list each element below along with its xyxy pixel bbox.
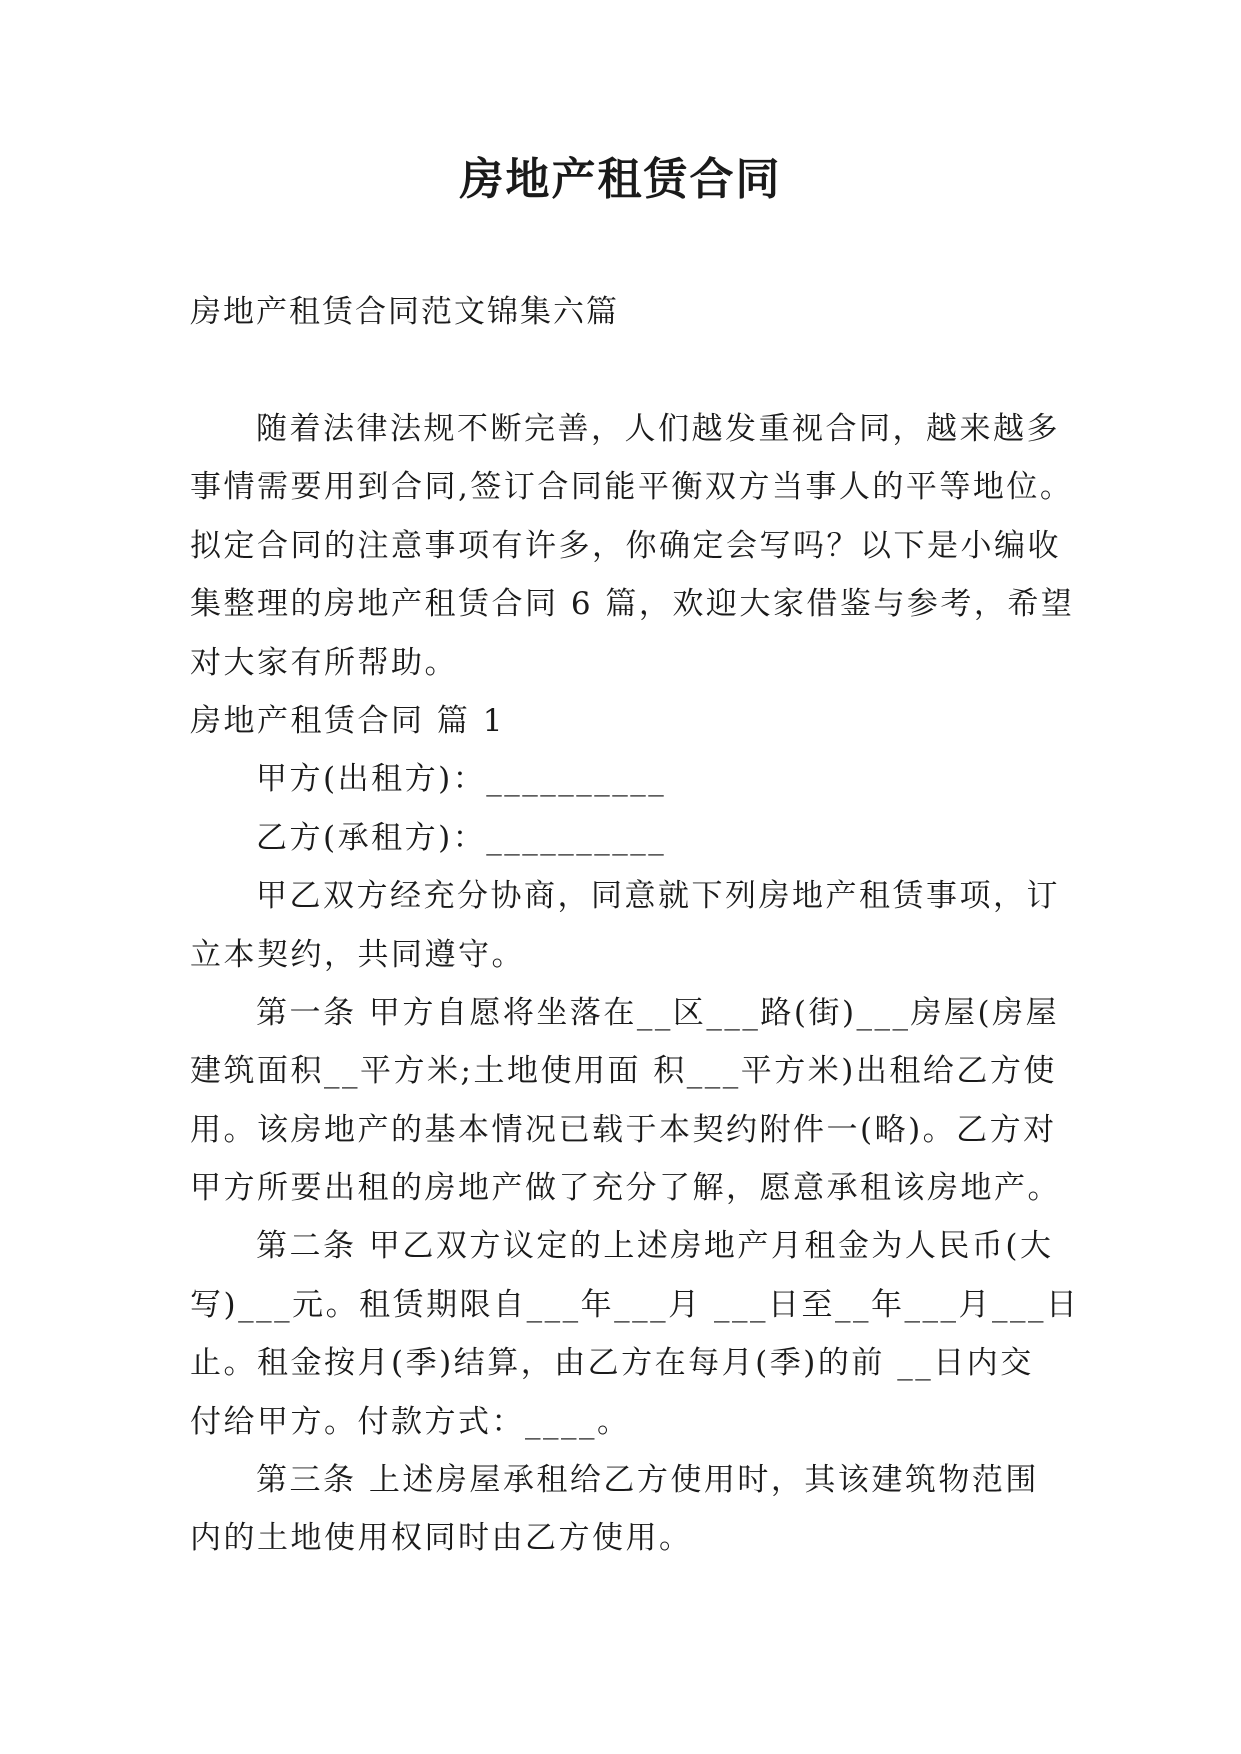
section-heading: 房地产租赁合同 篇 1	[190, 702, 505, 739]
paragraph-line: 随着法律法规不断完善，人们越发重视合同，越来越多	[256, 411, 1060, 447]
paragraph-line: 事情需要用到合同,签订合同能平衡双方当事人的平等地位。	[190, 469, 1074, 506]
document-subtitle: 房地产租赁合同范文锦集六篇	[190, 294, 619, 330]
party-b-line: 乙方(承租方)：__________	[256, 819, 667, 856]
article-1-line: 甲方所要出租的房地产做了充分了解，愿意承租该房地产。	[190, 1170, 1061, 1207]
paragraph-line: 拟定合同的注意事项有许多，你确定会写吗？以下是小编收	[190, 527, 1061, 564]
paragraph-line: 集整理的房地产租赁合同 6 篇，欢迎大家借鉴与参考，希望	[190, 586, 1075, 623]
article-1-line: 第一条 甲方自愿将坐落在__区___路(街)___房屋(房屋	[256, 994, 1060, 1031]
article-3-line: 内的土地使用权同时由乙方使用。	[190, 1520, 693, 1557]
paragraph-line: 对大家有所帮助。	[190, 644, 458, 681]
article-1-line: 建筑面积__平方米;土地使用面 积___平方米)出租给乙方使	[190, 1053, 1057, 1090]
document-body	[190, 400, 1080, 1568]
document-title: 房地产租赁合同	[459, 154, 782, 205]
article-2-line: 止。租金按月(季)结算，由乙方在每月(季)的前 __日内交	[190, 1345, 1034, 1382]
party-a-line: 甲方(出租方)：__________	[256, 761, 667, 798]
paragraph-line: 立本契约，共同遵守。	[190, 936, 525, 973]
article-2-line: 写)___元。租赁期限自___年___月 ___日至__年___月___日	[190, 1286, 1080, 1323]
article-1-line: 用。该房地产的基本情况已载于本契约附件一(略)。乙方对	[190, 1111, 1057, 1148]
article-3-line: 第三条 上述房屋承租给乙方使用时，其该建筑物范围	[256, 1462, 1039, 1499]
article-2-line: 第二条 甲乙双方议定的上述房地产月租金为人民币(大	[256, 1228, 1054, 1265]
paragraph-line: 甲乙双方经充分协商，同意就下列房地产租赁事项，订	[256, 878, 1060, 915]
article-2-line: 付给甲方。付款方式：____。	[190, 1403, 631, 1440]
